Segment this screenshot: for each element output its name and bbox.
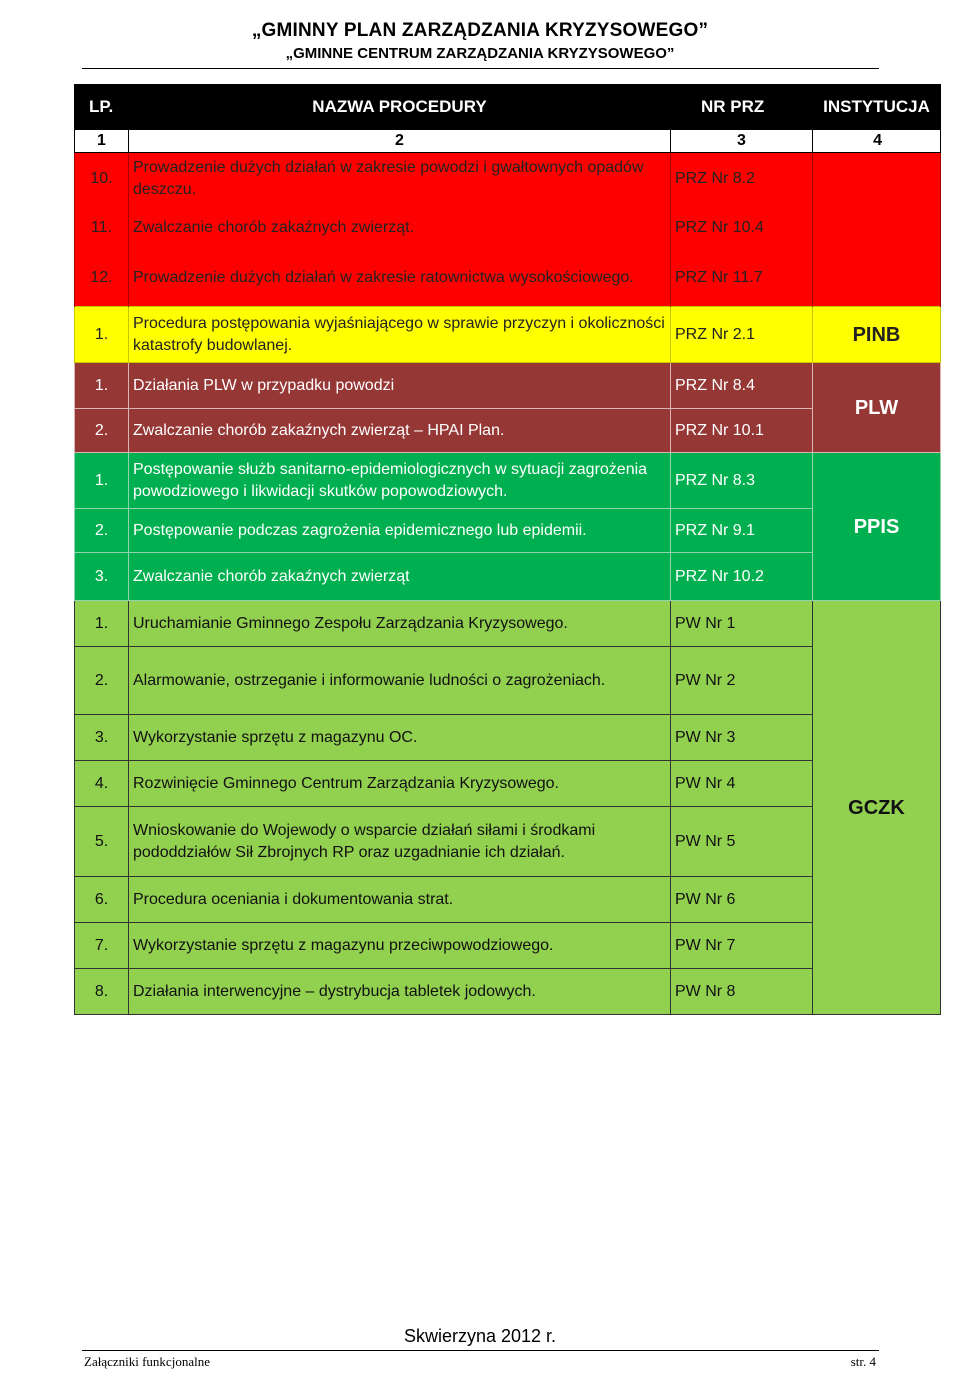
row-procedure-number: PW Nr 1: [671, 601, 813, 647]
table-row: [75, 307, 941, 363]
row-procedure-number: PW Nr 2: [671, 647, 813, 715]
row-procedure-number: PRZ Nr 10.2: [671, 553, 813, 601]
column-number: 4: [813, 130, 941, 153]
column-numbers-row: [75, 130, 941, 153]
row-lp: 7.: [75, 923, 129, 969]
table-row: [75, 453, 941, 509]
row-procedure-name: Działania interwencyjne – dystrybucja tabletek jodowych.: [129, 969, 671, 1015]
row-lp: 5.: [75, 807, 129, 877]
table-row: [75, 409, 941, 453]
row-lp: 2.: [75, 647, 129, 715]
column-header-lp: LP.: [75, 85, 129, 130]
table-row: [75, 205, 941, 251]
row-procedure-number: PRZ Nr 10.1: [671, 409, 813, 453]
institution-cell-red: [813, 153, 941, 307]
row-procedure-name: Prowadzenie dużych działań w zakresie ratownictwa wysokościowego.: [129, 251, 671, 307]
row-procedure-name: Procedura postępowania wyjaśniającego w sprawie przyczyn i okoliczności katastrofy budowlanej.: [129, 307, 671, 363]
table-row: [75, 153, 941, 205]
row-procedure-name: Wnioskowanie do Wojewody o wsparcie działań siłami i środkami pododdziałów Sił Zbrojnych RP oraz uzgadnianie ich działań.: [129, 807, 671, 877]
row-procedure-number: PRZ Nr 9.1: [671, 509, 813, 553]
footer-section-label: Załączniki funkcjonalne: [84, 1354, 210, 1369]
procedures-table: [74, 84, 941, 1015]
row-procedure-name: Procedura oceniania i dokumentowania strat.: [129, 877, 671, 923]
row-lp: 10.: [75, 153, 129, 205]
row-lp: 2.: [75, 409, 129, 453]
row-lp: 3.: [75, 553, 129, 601]
row-procedure-name: Uruchamianie Gminnego Zespołu Zarządzania Kryzysowego.: [129, 601, 671, 647]
table-row: [75, 363, 941, 409]
row-lp: 1.: [75, 453, 129, 509]
table-row: [75, 715, 941, 761]
row-procedure-number: PRZ Nr 11.7: [671, 251, 813, 307]
column-header-institution: INSTYTUCJA: [813, 85, 941, 130]
document-subtitle: „GMINNE CENTRUM ZARZĄDZANIA KRYZYSOWEGO”: [285, 45, 675, 62]
row-procedure-number: PW Nr 7: [671, 923, 813, 969]
row-procedure-name: Rozwinięcie Gminnego Centrum Zarządzania Kryzysowego.: [129, 761, 671, 807]
document-title: „GMINNY PLAN ZARZĄDZANIA KRYZYSOWEGO”: [251, 20, 709, 41]
institution-plw: PLW: [813, 363, 941, 453]
institution-ppis: PPIS: [813, 453, 941, 601]
row-procedure-number: PW Nr 8: [671, 969, 813, 1015]
row-procedure-name: Alarmowanie, ostrzeganie i informowanie ludności o zagrożeniach.: [129, 647, 671, 715]
row-procedure-number: PRZ Nr 2.1: [671, 307, 813, 363]
table-row: [75, 923, 941, 969]
footer-rule: [82, 1350, 879, 1351]
row-procedure-number: PW Nr 5: [671, 807, 813, 877]
row-procedure-name: Zwalczanie chorób zakaźnych zwierząt.: [129, 205, 671, 251]
column-number: 3: [671, 130, 813, 153]
row-procedure-number: PW Nr 4: [671, 761, 813, 807]
row-procedure-name: Wykorzystanie sprzętu z magazynu OC.: [129, 715, 671, 761]
row-procedure-number: PRZ Nr 8.4: [671, 363, 813, 409]
row-procedure-name: Wykorzystanie sprzętu z magazynu przeciwpowodziowego.: [129, 923, 671, 969]
table-row: [75, 601, 941, 647]
table-row: [75, 969, 941, 1015]
table-row: [75, 877, 941, 923]
row-lp: 3.: [75, 715, 129, 761]
row-procedure-name: Prowadzenie dużych działań w zakresie powodzi i gwałtownych opadów deszczu.: [129, 153, 671, 205]
table-row: [75, 647, 941, 715]
column-header-nr: NR PRZ: [671, 85, 813, 130]
column-number: 1: [75, 130, 129, 153]
column-number: 2: [129, 130, 671, 153]
table-header-row: [75, 85, 941, 130]
header-rule: [82, 68, 879, 69]
row-lp: 8.: [75, 969, 129, 1015]
column-header-name: NAZWA PROCEDURY: [129, 85, 671, 130]
row-procedure-name: Zwalczanie chorób zakaźnych zwierząt – HPAI Plan.: [129, 409, 671, 453]
row-lp: 6.: [75, 877, 129, 923]
row-procedure-name: Działania PLW w przypadku powodzi: [129, 363, 671, 409]
row-lp: 1.: [75, 601, 129, 647]
table-row: [75, 251, 941, 307]
row-lp: 12.: [75, 251, 129, 307]
row-procedure-number: PRZ Nr 10.4: [671, 205, 813, 251]
table-row: [75, 509, 941, 553]
table-row: [75, 761, 941, 807]
row-lp: 11.: [75, 205, 129, 251]
row-lp: 1.: [75, 307, 129, 363]
row-procedure-name: Postępowanie podczas zagrożenia epidemicznego lub epidemii.: [129, 509, 671, 553]
row-procedure-number: PRZ Nr 8.2: [671, 153, 813, 205]
row-lp: 2.: [75, 509, 129, 553]
row-procedure-name: Zwalczanie chorób zakaźnych zwierząt: [129, 553, 671, 601]
row-procedure-number: PW Nr 3: [671, 715, 813, 761]
footer-page-number: str. 4: [850, 1354, 876, 1369]
row-procedure-number: PW Nr 6: [671, 877, 813, 923]
row-procedure-number: PRZ Nr 8.3: [671, 453, 813, 509]
table-row: [75, 807, 941, 877]
row-procedure-name: Postępowanie służb sanitarno-epidemiologicznych w sytuacji zagrożenia powodziowego i likwidacji skutków popowodziowych.: [129, 453, 671, 509]
footer-city-year: Skwierzyna 2012 r.: [403, 1326, 557, 1346]
institution-gczk: GCZK: [813, 601, 941, 1015]
table-row: [75, 553, 941, 601]
row-lp: 1.: [75, 363, 129, 409]
row-lp: 4.: [75, 761, 129, 807]
institution-pinb: PINB: [813, 307, 941, 363]
